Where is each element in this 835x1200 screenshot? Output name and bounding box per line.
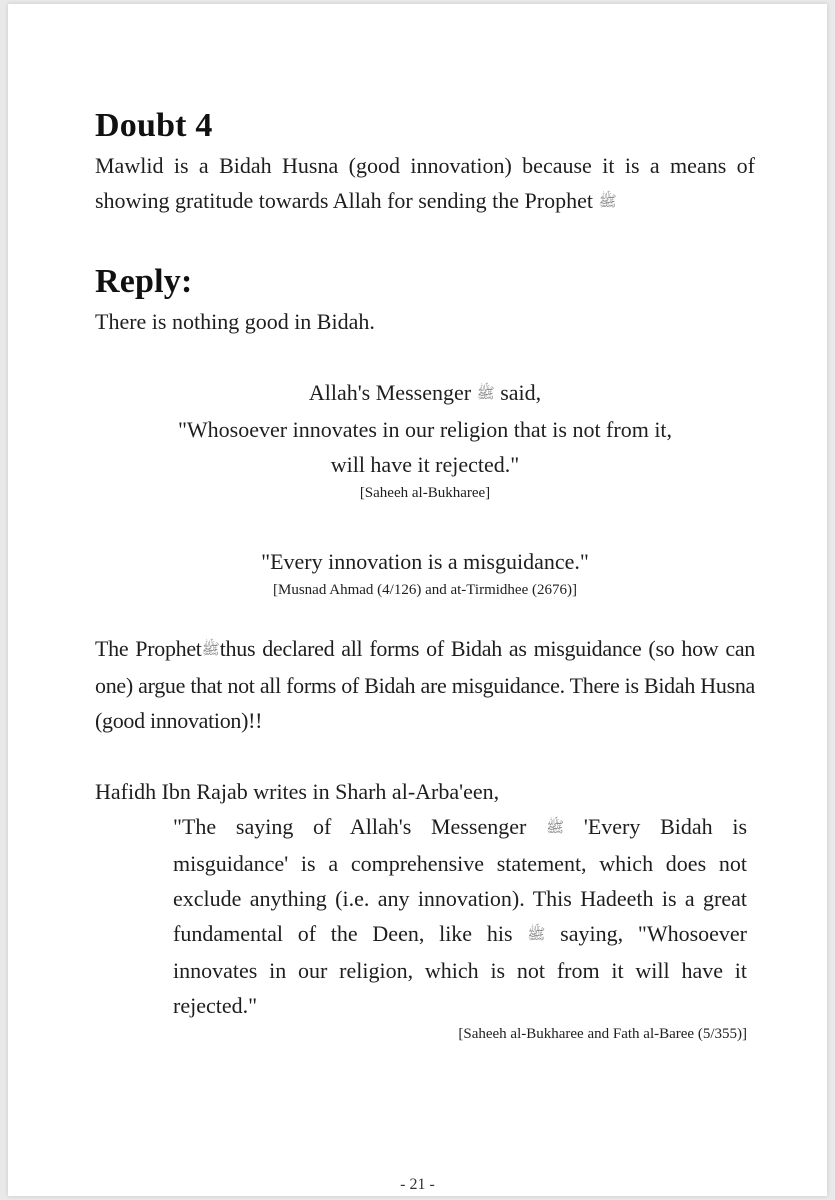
hadith-1-block bbox=[95, 375, 755, 504]
doubt-text-body: Mawlid is a Bidah Husna (good innovation) because it is a means of showing gratitude towards Allah for sending the Prophet bbox=[95, 153, 755, 213]
document-page bbox=[8, 4, 827, 1196]
quote-part-1: "The saying of Allah's Messenger bbox=[173, 814, 527, 839]
hadith-1-line-2: "Whosoever innovates in our religion that is not from it, bbox=[177, 417, 673, 442]
hadith-1-line-3: will have it rejected." bbox=[330, 452, 520, 477]
ibn-rajab-quote bbox=[173, 809, 747, 1023]
saw-glyph: ﷺ bbox=[201, 642, 220, 658]
hadith-1-line-1 bbox=[95, 375, 755, 412]
page-content bbox=[95, 104, 755, 1045]
hadith-2-block bbox=[95, 544, 755, 601]
paragraph-1 bbox=[95, 631, 755, 738]
saw-glyph: ﷺ bbox=[527, 927, 546, 943]
page-number: - 21 - bbox=[400, 1176, 435, 1193]
saw-glyph: ﷺ bbox=[598, 194, 617, 210]
reply-heading: Reply: bbox=[95, 263, 193, 300]
quote-citation: [Saheeh al-Bukharee and Fath al-Baree (5/355)] bbox=[458, 1026, 747, 1042]
hadith-1-said: said, bbox=[500, 380, 542, 405]
hadith-2-text: "Every innovation is a misguidance." bbox=[261, 549, 589, 574]
quote-part-3: saying, "Whosoever innovates in our religion, which is not from it will have it rejected." bbox=[173, 921, 748, 1018]
paragraph-2-intro: Hafidh Ibn Rajab writes in Sharh al-Arba'een, bbox=[95, 779, 500, 804]
paragraph-1-body: thus declared all forms of Bidah as misguidance (so how can one) argue that not all forms of Bidah are misguidance. There is Bidah Husna (good innovation)!! bbox=[95, 636, 755, 733]
paragraph-1-start: The Prophet bbox=[95, 636, 202, 661]
saw-glyph: ﷺ bbox=[546, 820, 565, 836]
quote-text bbox=[173, 809, 747, 1023]
quote-part-2: 'Every Bidah is misguidance' is a comprehensive statement, which does not exclude anything (i.e. any innovation). This Hadeeth is a great fundamental of the Deen, like his bbox=[173, 814, 748, 946]
saw-glyph: ﷺ bbox=[476, 386, 495, 402]
hadith-1-narrator: Allah's Messenger bbox=[308, 380, 472, 405]
hadith-1-citation: [Saheeh al-Bukharee] bbox=[359, 485, 491, 501]
reply-intro: There is nothing good in Bidah. bbox=[95, 309, 375, 334]
doubt-heading: Doubt 4 bbox=[95, 107, 213, 144]
doubt-text bbox=[95, 148, 755, 220]
hadith-2-citation: [Musnad Ahmad (4/126) and at-Tirmidhee (2676)] bbox=[273, 582, 577, 598]
